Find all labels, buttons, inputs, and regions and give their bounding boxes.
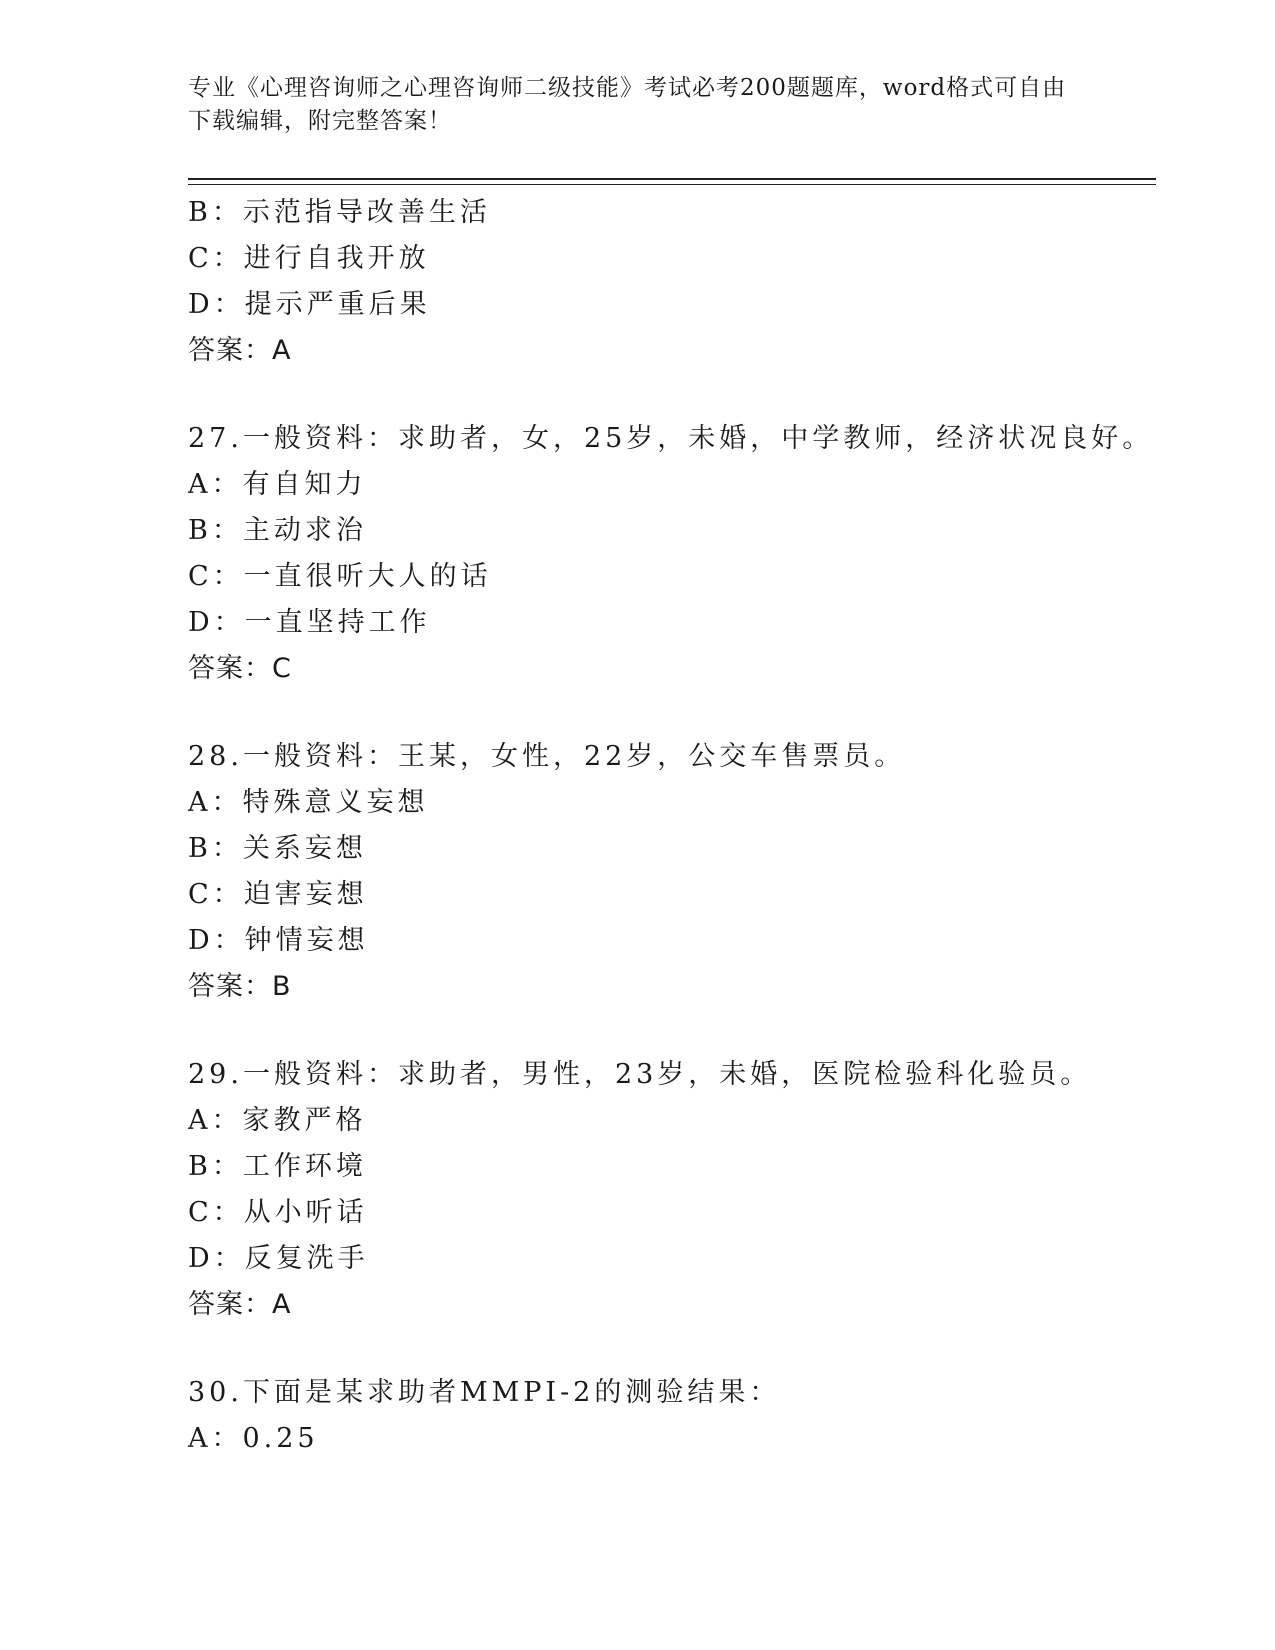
option-line: A：0.25	[188, 1423, 319, 1454]
option-line: A：有自知力	[188, 469, 367, 500]
document-header: 专业《心理咨询师之心理咨询师二级技能》考试必考200题题库，word格式可自由下载编辑，附完整答案！	[188, 75, 1067, 134]
question-stem: 29.一般资料：求助者，男性，23岁，未婚，医院检验科化验员。	[188, 1059, 1092, 1090]
answer-line: 答案：C	[188, 653, 292, 684]
option-line: D：提示严重后果	[188, 289, 431, 320]
option-line: C：一直很听大人的话	[188, 561, 492, 592]
question-content	[188, 190, 1156, 1462]
question-stem: 28.一般资料：王某，女性，22岁，公交车售票员。	[188, 741, 906, 772]
option-line: D：钟情妄想	[188, 925, 369, 956]
question-stem: 30.下面是某求助者MMPI-2的测验结果：	[188, 1377, 781, 1408]
option-line: C：进行自我开放	[188, 243, 430, 274]
option-line: B：工作环境	[188, 1151, 367, 1182]
option-line: A：家教严格	[188, 1105, 367, 1136]
header-rule-thick	[188, 178, 1156, 180]
option-line: D：一直坚持工作	[188, 607, 431, 638]
option-line: B：示范指导改善生活	[188, 197, 491, 228]
option-line: A：特殊意义妄想	[188, 787, 429, 818]
option-line: C：从小听话	[188, 1197, 368, 1228]
answer-line: 答案：B	[188, 971, 292, 1002]
question-stem: 27.一般资料：求助者，女，25岁，未婚，中学教师，经济状况良好。	[188, 423, 1154, 454]
answer-line: 答案：A	[188, 335, 292, 366]
option-line: B：关系妄想	[188, 833, 367, 864]
header-rule-thin	[188, 184, 1156, 185]
answer-line: 答案：A	[188, 1289, 292, 1320]
option-line: C：迫害妄想	[188, 879, 368, 910]
option-line: D：反复洗手	[188, 1243, 369, 1274]
option-line: B：主动求治	[188, 515, 367, 546]
